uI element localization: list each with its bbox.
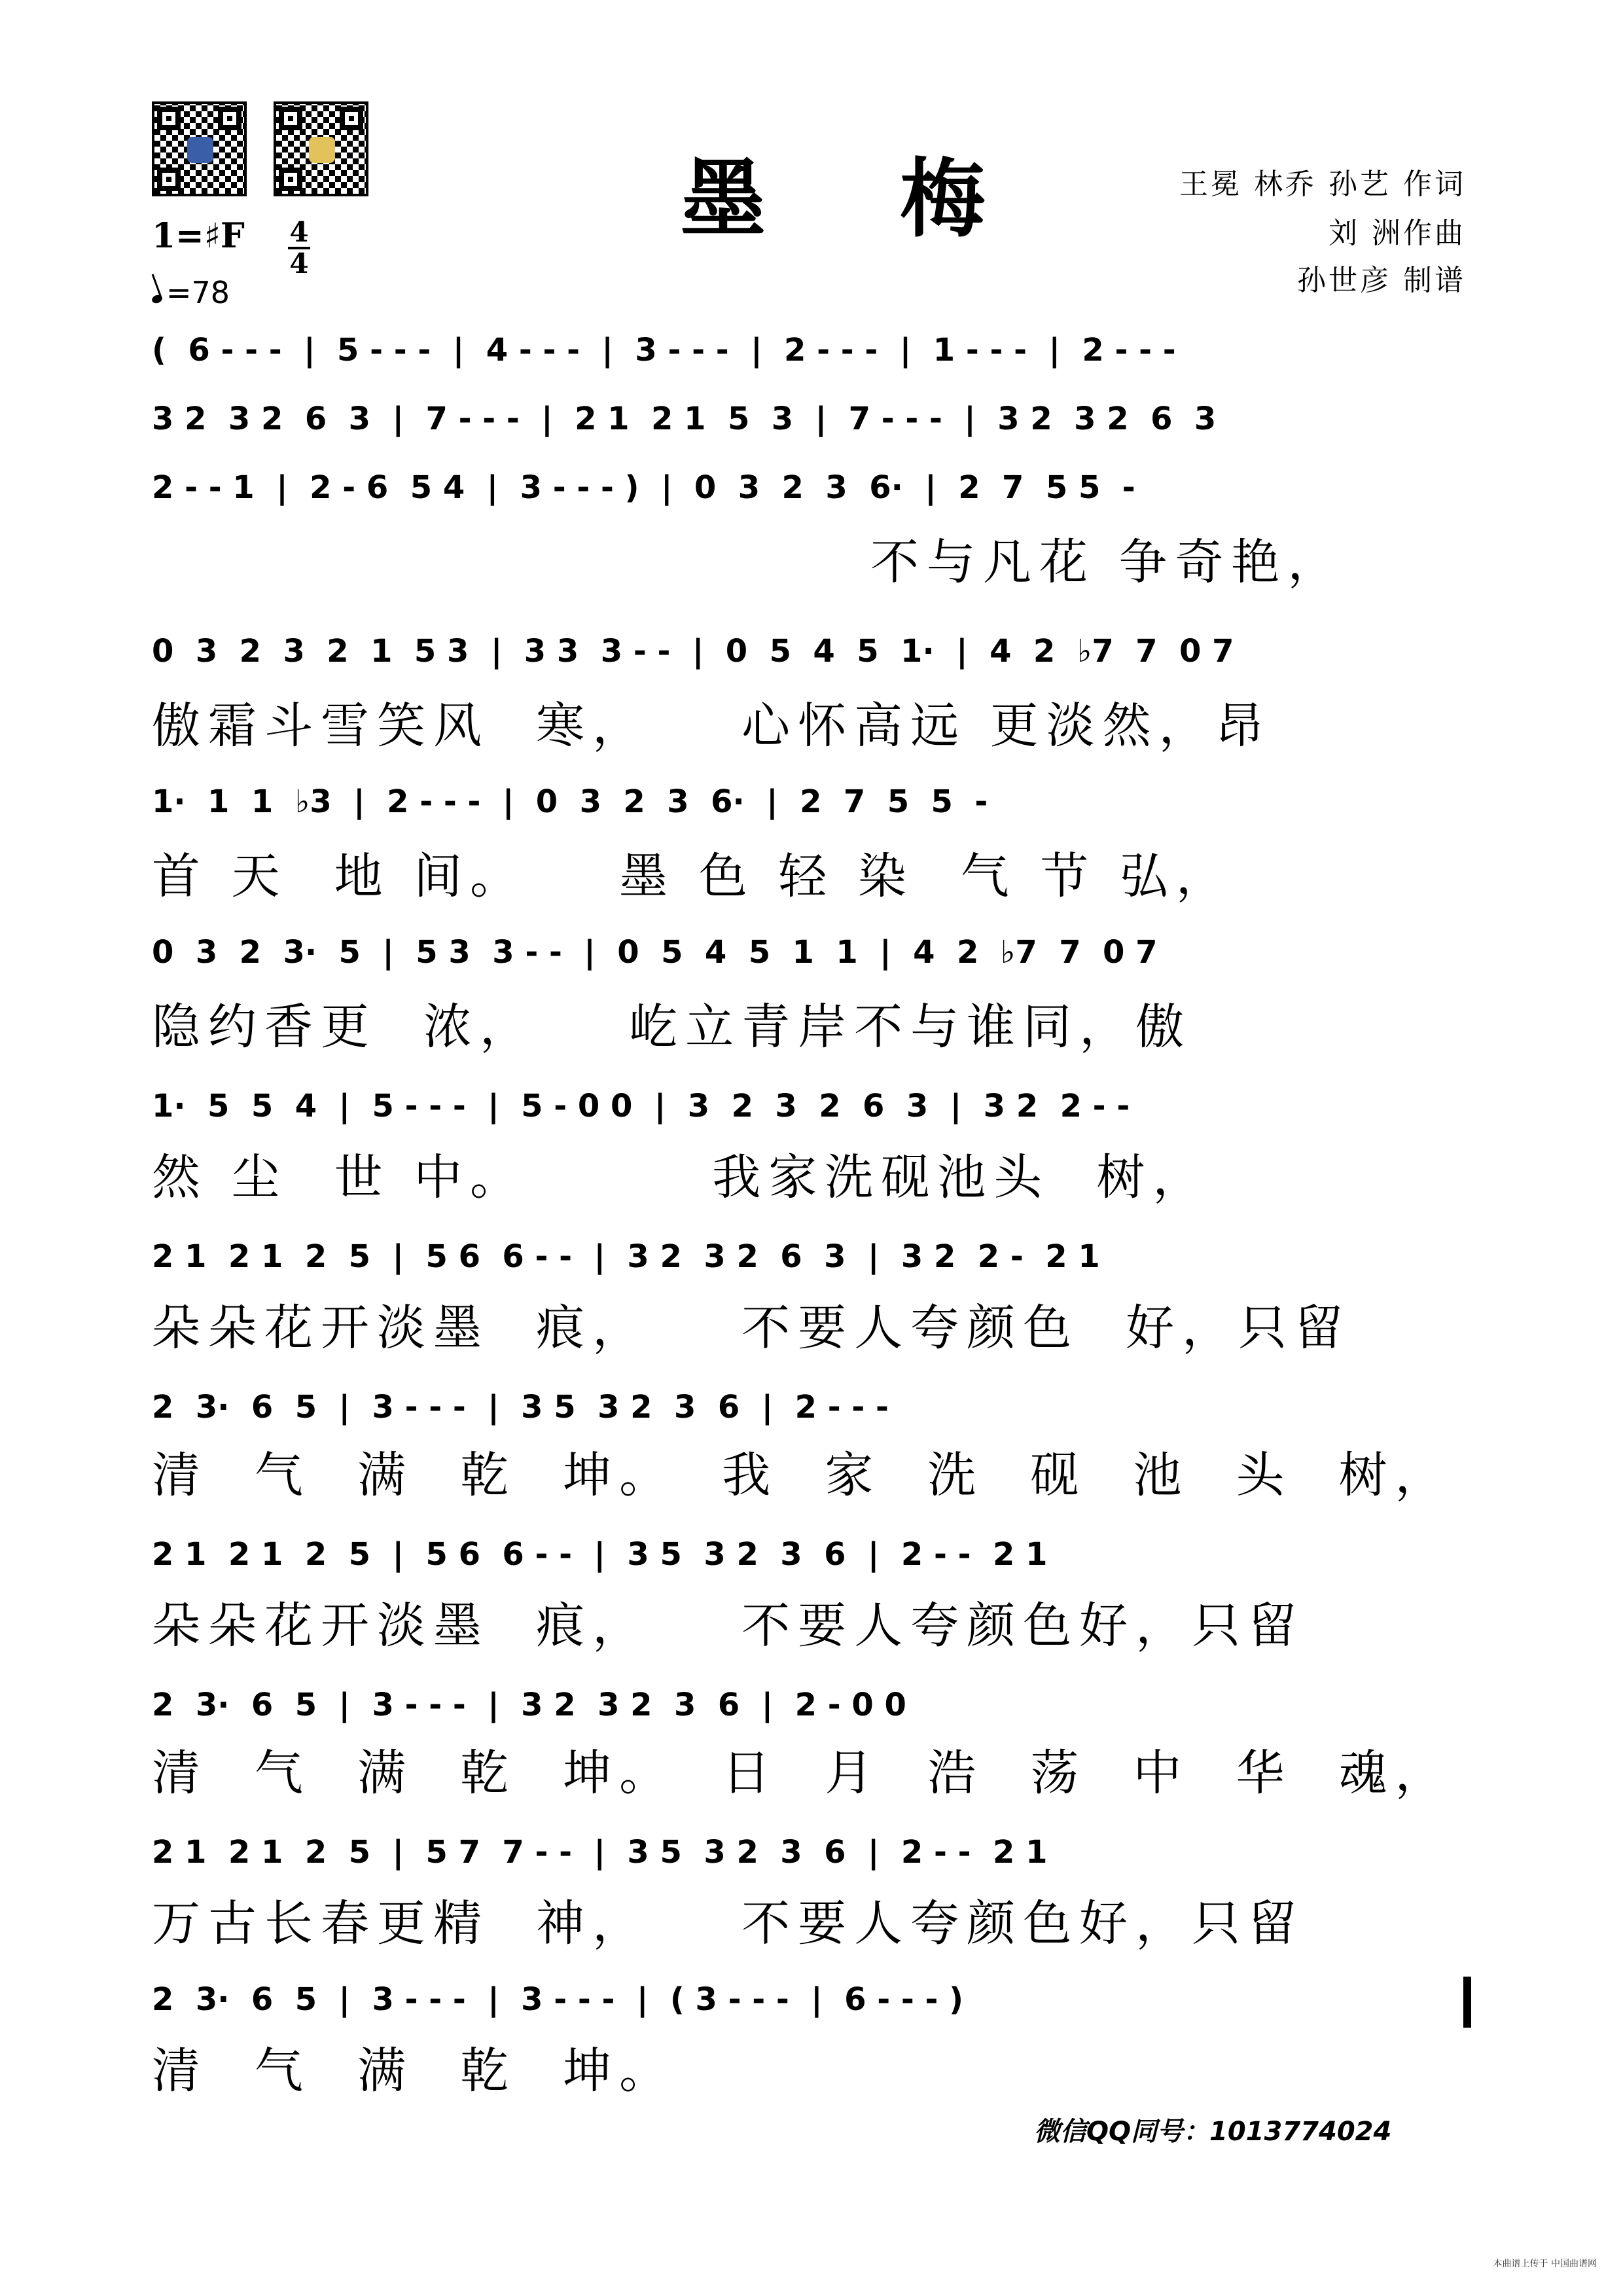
arranger-credit: 孙世彦 制谱 xyxy=(1297,264,1466,297)
lyrics-line: 傲霜斗雪笑风 寒， 心怀高远 更淡然，昂 xyxy=(152,698,1272,754)
notation-line: 0 3 2 3· 5 | 5 3 3 - - | 0 5 4 5 1 1 | 4 2 ♭7 7 0 7 xyxy=(152,934,1158,971)
tempo-marking xyxy=(152,275,230,310)
notation-line: 3 2 3 2 6 3 | 7 - - - | 2 1 2 1 5 3 | 7 - - - | 3 2 3 2 6 3 xyxy=(152,401,1217,437)
lyrics-line: 朵朵花开淡墨 痕， 不要人夸颜色好，只留 xyxy=(152,1598,1305,1654)
qr-code-right xyxy=(274,101,368,196)
quarter-note-icon xyxy=(151,294,163,305)
notation-line: 2 3· 6 5 | 3 - - - | 3 2 3 2 3 6 | 2 - 0 0 xyxy=(152,1687,906,1723)
notation-line: 2 1 2 1 2 5 | 5 6 6 - - | 3 5 3 2 3 6 | 2 - - 2 1 xyxy=(152,1536,1048,1573)
lyrics-line: 首 天 地 间。 墨 色 轻 染 气 节 弘， xyxy=(152,848,1232,905)
page-title: 墨 梅 xyxy=(681,149,1038,249)
notation-line: 2 3· 6 5 | 3 - - - | 3 - - - | ( 3 - - - | 6 - - - ) xyxy=(152,1981,964,2018)
lyrics-line: 万古长春更精 神， 不要人夸颜色好，只留 xyxy=(152,1895,1305,1952)
time-signature xyxy=(288,216,310,279)
footer-credit: 本曲谱上传于 中国曲谱网 xyxy=(1493,2259,1597,2269)
score-line-1 xyxy=(152,327,1472,399)
notation-line: 1· 5 5 4 | 5 - - - | 5 - 0 0 | 3 2 3 2 6 3 | 3 2 2 - - xyxy=(152,1088,1130,1124)
lyrics-line: 朵朵花开淡墨 痕， 不要人夸颜色 好，只留 xyxy=(152,1300,1351,1356)
composer-credit: 刘 洲作曲 xyxy=(1329,217,1466,250)
lyrics-line: 清 气 满 乾 坤。 我 家 洗 砚 池 头 树， xyxy=(152,1447,1452,1503)
score-line-2 xyxy=(152,396,1472,468)
notation-line: 2 1 2 1 2 5 | 5 7 7 - - | 3 5 3 2 3 6 | 2 - - 2 1 xyxy=(152,1834,1048,1871)
lyricist-credit: 王冕 林乔 孙艺 作词 xyxy=(1179,168,1466,201)
notation-line: 0 3 2 3 2 1 5 3 | 3 3 3 - - | 0 5 4 5 1· | 4 2 ♭7 7 0 7 xyxy=(152,633,1234,670)
time-denominator: 4 xyxy=(289,247,309,279)
lyrics-line: 清 气 满 乾 坤。 日 月 浩 荡 中 华 魂， xyxy=(152,1745,1452,1801)
qr-code-left xyxy=(152,101,247,196)
notation-line: 2 1 2 1 2 5 | 5 6 6 - - | 3 2 3 2 6 3 | 3 2 2 - 2 1 xyxy=(152,1238,1100,1275)
tempo-value: =78 xyxy=(166,275,230,310)
lyrics-line: 清 气 满 乾 坤。 xyxy=(152,2043,676,2099)
final-barline xyxy=(1463,1977,1471,2028)
lyrics-line: 然 尘 世 中。 我家洗砚池头 树， xyxy=(152,1149,1209,1206)
time-numerator: 4 xyxy=(289,216,309,248)
notation-line: ( 6 - - - | 5 - - - | 4 - - - | 3 - - - | 2 - - - | 1 - - - | 2 - - - xyxy=(152,332,1176,368)
lyrics-line: 不与凡花 争奇艳， xyxy=(870,534,1344,590)
key-signature: 1=♯F xyxy=(152,216,245,256)
notation-line: 2 - - 1 | 2 - 6 5 4 | 3 - - - ) | 0 3 2 3 6· | 2 7 5 5 - xyxy=(152,469,1135,506)
contact-info: 微信QQ同号：1013774024 xyxy=(1034,2117,1392,2147)
notation-line: 1· 1 1 ♭3 | 2 - - - | 0 3 2 3 6· | 2 7 5 5 - xyxy=(152,783,988,820)
notation-line: 2 3· 6 5 | 3 - - - | 3 5 3 2 3 6 | 2 - - - xyxy=(152,1389,889,1426)
lyrics-line: 隐约香更 浓， 屹立青岸不与谁同，傲 xyxy=(152,999,1192,1055)
